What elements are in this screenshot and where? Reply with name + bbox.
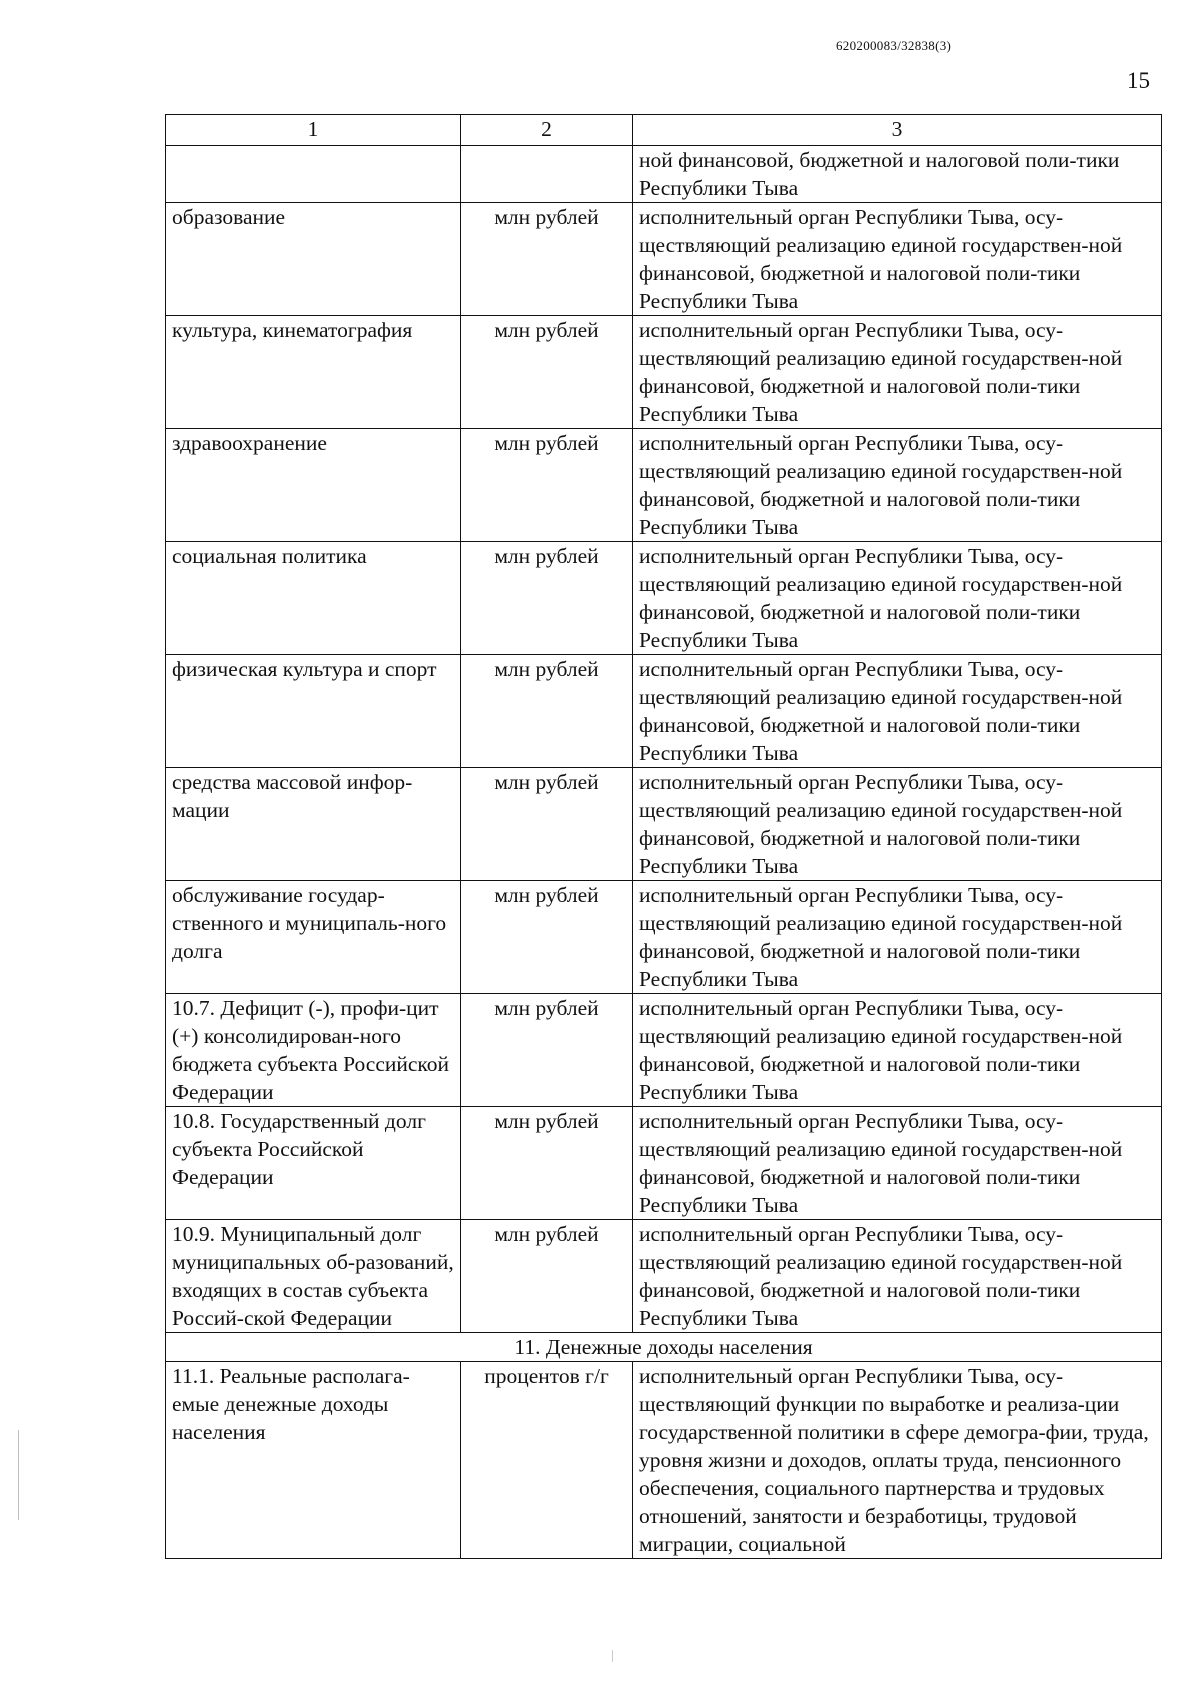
unit-of-measure: млн рублей <box>461 768 633 881</box>
table-row <box>166 429 1162 542</box>
table-row <box>166 542 1162 655</box>
unit-of-measure: млн рублей <box>461 542 633 655</box>
indicator-name: физическая культура и спорт <box>166 655 461 768</box>
responsible-body: ной финансовой, бюджетной и налоговой поли-тики Республики Тыва <box>633 146 1162 203</box>
responsible-body: исполнительный орган Республики Тыва, осу-ществляющий реализацию единой государствен-ной финансовой, бюджетной и налоговой поли-тики Республики Тыва <box>633 203 1162 316</box>
responsible-body: исполнительный орган Республики Тыва, осу-ществляющий реализацию единой государствен-ной финансовой, бюджетной и налоговой поли-тики Республики Тыва <box>633 768 1162 881</box>
column-header-2: 2 <box>461 115 633 146</box>
responsible-body: исполнительный орган Республики Тыва, осу-ществляющий реализацию единой государствен-ной финансовой, бюджетной и налоговой поли-тики Республики Тыва <box>633 429 1162 542</box>
responsible-body: исполнительный орган Республики Тыва, осу-ществляющий реализацию единой государствен-ной финансовой, бюджетной и налоговой поли-тики Республики Тыва <box>633 994 1162 1107</box>
indicator-name: социальная политика <box>166 542 461 655</box>
unit-of-measure: млн рублей <box>461 429 633 542</box>
responsible-body: исполнительный орган Республики Тыва, осу-ществляющий реализацию единой государствен-ной финансовой, бюджетной и налоговой поли-тики Республики Тыва <box>633 1220 1162 1333</box>
indicators-table <box>165 114 1162 1559</box>
unit-of-measure: млн рублей <box>461 655 633 768</box>
unit-of-measure: млн рублей <box>461 881 633 994</box>
table-row <box>166 655 1162 768</box>
unit-of-measure: млн рублей <box>461 994 633 1107</box>
unit-of-measure <box>461 146 633 203</box>
indicator-name: культура, кинематография <box>166 316 461 429</box>
indicator-name: средства массовой инфор-мации <box>166 768 461 881</box>
section-heading: 11. Денежные доходы населения <box>166 1333 1162 1362</box>
responsible-body: исполнительный орган Республики Тыва, осу-ществляющий реализацию единой государствен-ной финансовой, бюджетной и налоговой поли-тики Республики Тыва <box>633 542 1162 655</box>
indicator-name: 10.8. Государственный долг субъекта Российской Федерации <box>166 1107 461 1220</box>
scan-dot-mark <box>612 1650 613 1662</box>
responsible-body: исполнительный орган Республики Тыва, осу-ществляющий реализацию единой государствен-ной финансовой, бюджетной и налоговой поли-тики Республики Тыва <box>633 1107 1162 1220</box>
unit-of-measure: млн рублей <box>461 1220 633 1333</box>
column-header-3: 3 <box>633 115 1162 146</box>
indicator-name: здравоохранение <box>166 429 461 542</box>
table-row <box>166 768 1162 881</box>
table-row <box>166 203 1162 316</box>
responsible-body: исполнительный орган Республики Тыва, осу-ществляющий реализацию единой государствен-ной финансовой, бюджетной и налоговой поли-тики Республики Тыва <box>633 655 1162 768</box>
table-row <box>166 994 1162 1107</box>
indicator-name: 10.9. Муниципальный долг муниципальных об-разований, входящих в состав субъекта Россий-ской Федерации <box>166 1220 461 1333</box>
document-id: 620200083/32838(3) <box>836 38 952 53</box>
section-row <box>166 1333 1162 1362</box>
scan-edge-mark <box>18 1430 19 1520</box>
unit-of-measure: процентов г/г <box>461 1362 633 1559</box>
indicator-name: обслуживание государ-ственного и муниципаль-ного долга <box>166 881 461 994</box>
indicator-name: 10.7. Дефицит (-), профи-цит (+) консолидирован-ного бюджета субъекта Российской Федерации <box>166 994 461 1107</box>
table-row <box>166 881 1162 994</box>
table-row <box>166 316 1162 429</box>
indicator-name: образование <box>166 203 461 316</box>
table-row <box>166 1362 1162 1559</box>
indicator-name <box>166 146 461 203</box>
unit-of-measure: млн рублей <box>461 203 633 316</box>
responsible-body: исполнительный орган Республики Тыва, осу-ществляющий реализацию единой государствен-ной финансовой, бюджетной и налоговой поли-тики Республики Тыва <box>633 881 1162 994</box>
unit-of-measure: млн рублей <box>461 1107 633 1220</box>
responsible-body: исполнительный орган Республики Тыва, осу-ществляющий функции по выработке и реализа-ции государственной политики в сфере демогра-фии, труда, уровня жизни и доходов, оплаты труда, пенсионного обеспечения, социального партнерства и трудовых отношений, занятости и безработицы, трудовой миграции, социальной <box>633 1362 1162 1559</box>
indicator-name: 11.1. Реальные располага-емые денежные доходы населения <box>166 1362 461 1559</box>
unit-of-measure: млн рублей <box>461 316 633 429</box>
table-row <box>166 1220 1162 1333</box>
responsible-body: исполнительный орган Республики Тыва, осу-ществляющий реализацию единой государствен-ной финансовой, бюджетной и налоговой поли-тики Республики Тыва <box>633 316 1162 429</box>
table-row <box>166 1107 1162 1220</box>
table-header-row <box>166 115 1162 146</box>
page-number: 15 <box>1127 68 1150 93</box>
column-header-1: 1 <box>166 115 461 146</box>
table-row <box>166 146 1162 203</box>
